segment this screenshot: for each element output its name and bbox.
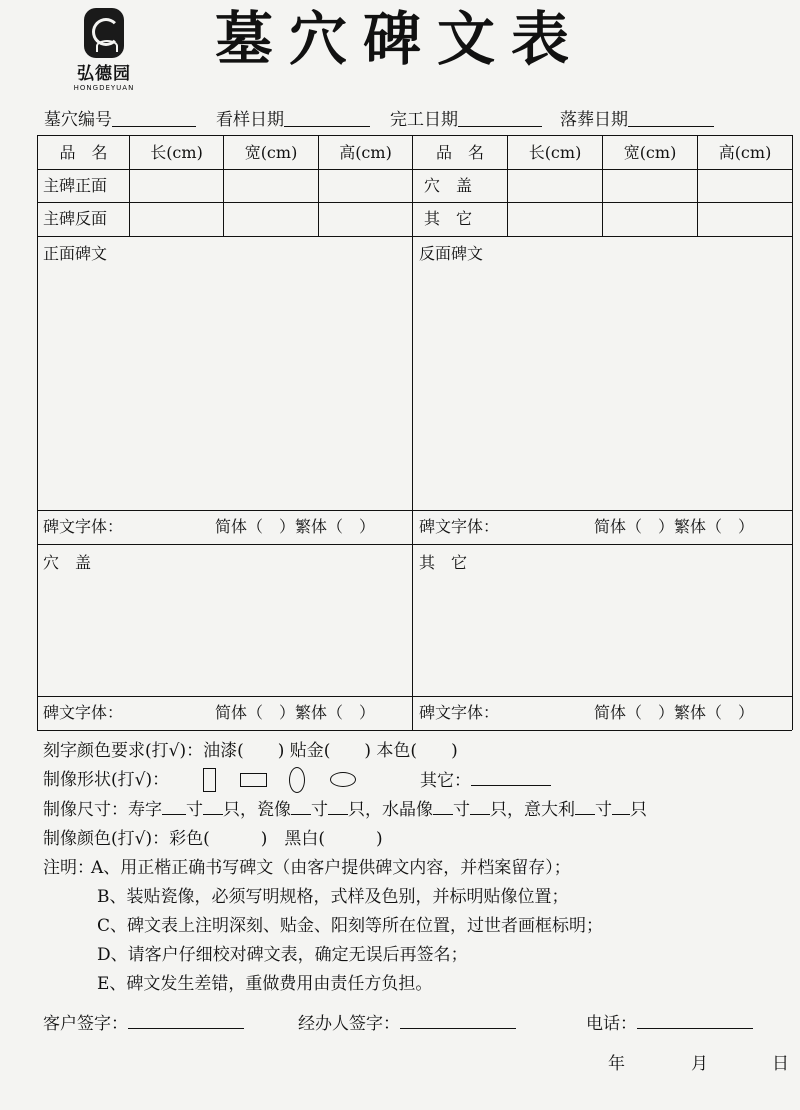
font-label-1: 碑文字体： [43,517,124,536]
note-d: D、请客户仔细校对碑文表，确定无误后再签名； [97,945,468,965]
view-date-label: 看样日期 [216,110,284,130]
vertical-rectangle-shape-icon[interactable] [203,768,216,792]
handler-signature[interactable]: 经办人签字： [298,1012,516,1035]
header-width-right: 宽(cm) [623,143,677,162]
other-text-area[interactable] [413,575,792,695]
font-options-3[interactable]: 简体（ ）繁体（ ） [215,703,376,722]
phone-field[interactable]: 电话： [586,1012,753,1035]
row-other: 其 它 [424,209,473,228]
other-section-label: 其 它 [419,553,468,572]
font-label-2: 碑文字体： [419,517,500,536]
font-options-2[interactable]: 简体（ ）繁体（ ） [594,517,755,536]
header-height-right: 高(cm) [718,143,772,162]
size-line[interactable]: 制像尺寸：寿字 寸 只，瓷像 寸 只，水晶像 寸 只，意大利 寸 只 [43,800,647,820]
page-title: 墓穴碑文表 [214,5,585,73]
company-logo [68,8,140,98]
logo-mark [84,8,124,58]
front-inscription-area[interactable] [38,265,412,509]
customer-signature[interactable]: 客户签字： [43,1012,244,1035]
header-height-left: 高(cm) [339,143,392,162]
header-length-right: 长(cm) [528,143,582,162]
burial-date-label: 落葬日期 [560,110,628,130]
front-inscription-label: 正面碑文 [43,244,108,263]
font-options-4[interactable]: 简体（ ）繁体（ ） [594,703,755,722]
shape-other-label: 其它： [420,769,551,792]
note-a: A、用正楷正确书写碑文（由客户提供碑文内容，并档案留存）； [91,858,571,878]
horizontal-rectangle-shape-icon[interactable] [240,773,267,787]
note-b: B、装贴瓷像，必须写明规格，式样及色别，并标明贴像位置； [97,887,569,907]
row-cover: 穴 盖 [424,176,473,195]
note-e: E、碑文发生差错，重做费用由责任方负担。 [97,974,433,994]
header-length-left: 长(cm) [150,143,203,162]
row-main-back: 主碑反面 [43,209,108,228]
back-inscription-label: 反面碑文 [419,244,484,263]
header-width-left: 宽(cm) [244,143,298,162]
back-inscription-area[interactable] [413,265,792,509]
year-label: 年 [608,1054,625,1074]
month-label: 月 [691,1054,708,1074]
engrave-color-line[interactable]: 刻字颜色要求(打√)：油漆( ) 贴金( ) 本色( ) [43,741,458,761]
font-options-1[interactable]: 简体（ ）繁体（ ） [215,517,376,536]
photo-color-line[interactable]: 制像颜色(打√)：彩色( ) 黑白( ) [43,829,383,849]
vertical-oval-shape-icon[interactable] [289,767,305,793]
cover-text-area[interactable] [38,575,412,695]
info-row [44,108,714,132]
horizontal-oval-shape-icon[interactable] [330,772,356,787]
day-label: 日 [772,1054,789,1074]
burial-date-field[interactable] [628,108,714,127]
tomb-no-field[interactable] [112,108,196,127]
font-label-3: 碑文字体： [43,703,124,722]
notes-label: 注明： [43,858,94,878]
note-c: C、碑文表上注明深刻、贴金、阳刻等所在位置，过世者画框标明； [97,916,604,936]
header-item-name-right: 品 名 [435,143,484,162]
font-label-4: 碑文字体： [419,703,500,722]
cover-section-label: 穴 盖 [43,553,92,572]
shape-label: 制像形状(打√)： [43,770,170,790]
logo-name: 弘德园 [77,64,131,84]
view-date-field[interactable] [284,108,370,127]
header-item-name-left: 品 名 [59,143,108,162]
finish-date-field[interactable] [458,108,542,127]
logo-pinyin: HONGDEYUAN [73,84,135,92]
finish-date-label: 完工日期 [390,110,458,130]
tomb-no-label: 墓穴编号 [44,110,112,130]
row-main-front: 主碑正面 [43,176,108,195]
